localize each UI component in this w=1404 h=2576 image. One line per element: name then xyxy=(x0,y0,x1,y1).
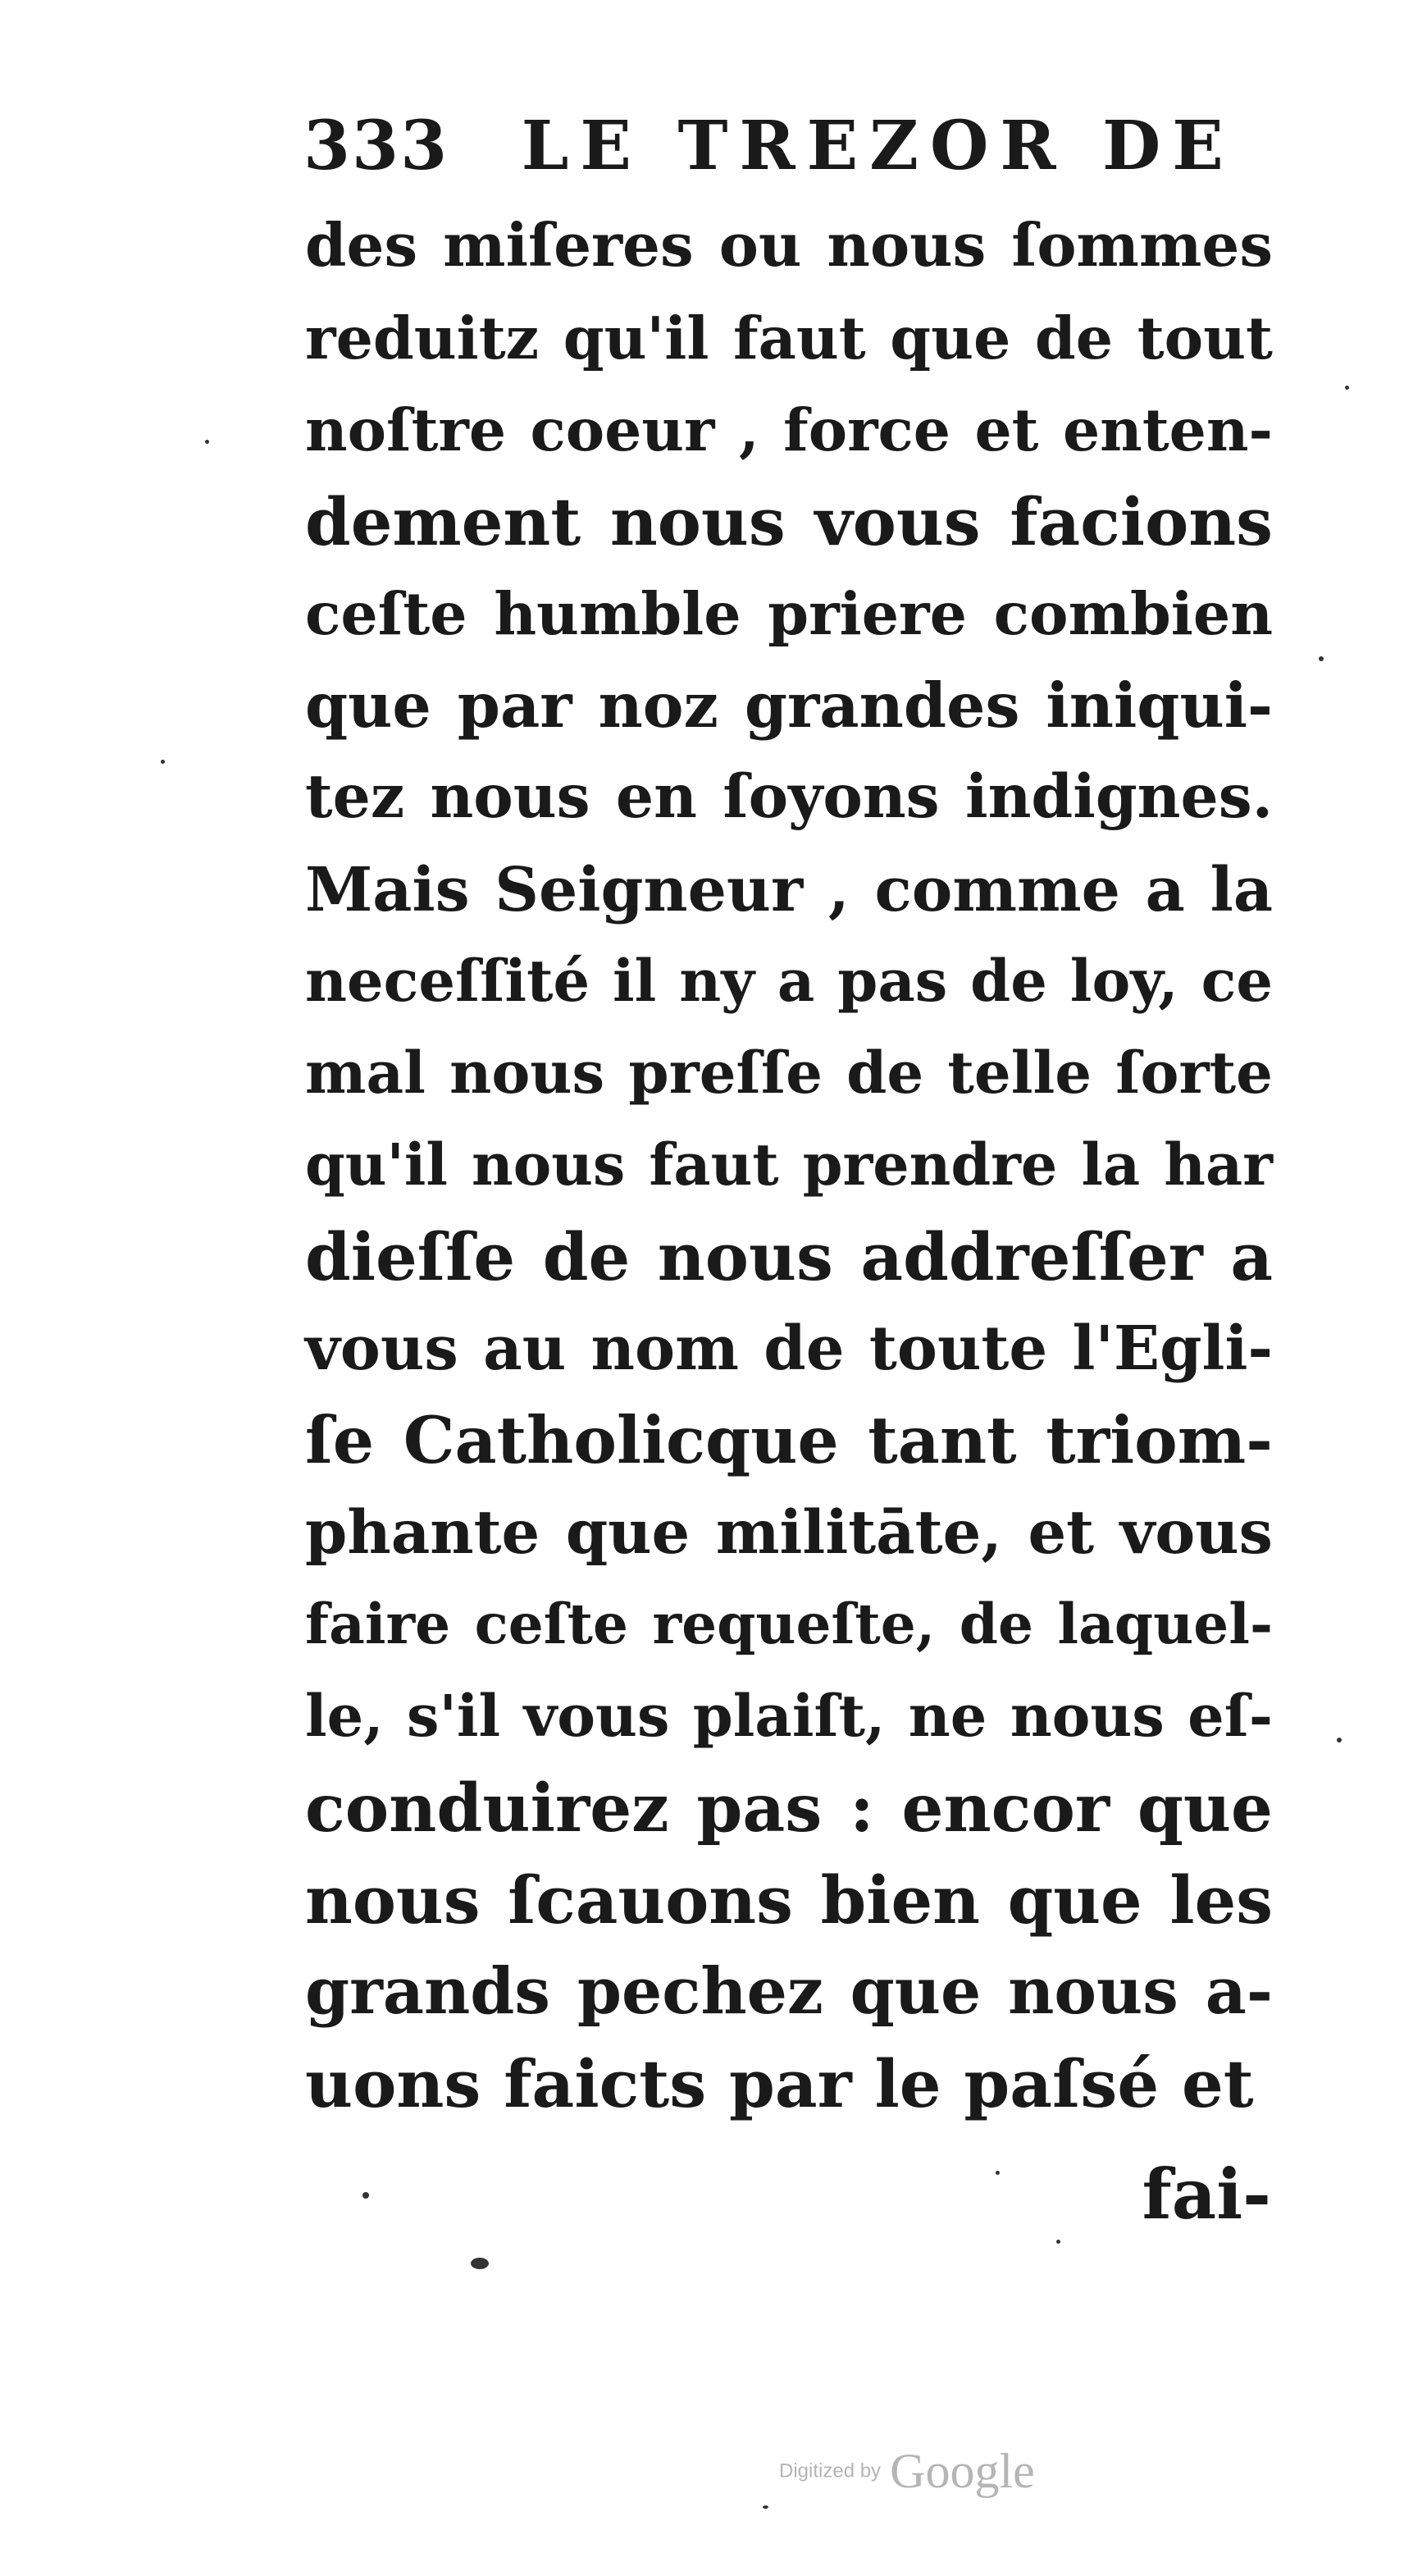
body-text xyxy=(305,200,1273,2130)
text-line: noſtre coeur , force et enten- xyxy=(305,395,1273,464)
ink-speck xyxy=(161,760,165,764)
google-logo: Google xyxy=(890,2444,1035,2498)
text-line: ceſte humble priere combien xyxy=(305,579,1273,648)
ink-speck xyxy=(205,440,209,444)
text-line: faire ceſte requeſte, de laquel- xyxy=(305,1592,1273,1656)
text-line: mal nous preſſe de telle ſorte xyxy=(305,1039,1273,1107)
ink-speck xyxy=(1056,2240,1060,2244)
text-line: dieſſe de nous addreſſer a xyxy=(305,1218,1273,1295)
ink-speck xyxy=(996,2171,1000,2175)
catchword: fai- xyxy=(1142,2154,1271,2235)
text-line: tez nous en ſoyons indignes. xyxy=(305,762,1273,832)
text-line: phante que militāte, et vous xyxy=(305,1497,1273,1568)
text-line: ſe Catholicque tant triom- xyxy=(305,1402,1273,1478)
text-line: des miſeres ou nous ſommes xyxy=(305,211,1273,281)
text-line: Mais Seigneur , comme a la xyxy=(305,853,1273,925)
text-line: uons faicts par le paſsé et xyxy=(305,2045,1254,2122)
ink-speck xyxy=(1337,1738,1342,1742)
page-number: 333 xyxy=(303,107,449,185)
watermark-prefix: Digitized by xyxy=(779,2460,882,2482)
ink-speck xyxy=(471,2258,489,2269)
running-head xyxy=(303,105,1235,187)
text-line: qu'il nous faut prendre la har xyxy=(305,1131,1273,1199)
text-line: reduitz qu'il faut que de tout xyxy=(305,304,1273,372)
ink-speck xyxy=(362,2192,369,2199)
ink-speck xyxy=(1319,656,1324,661)
text-line: grands pechez que nous a- xyxy=(305,1954,1273,2029)
ink-speck xyxy=(763,2505,768,2509)
running-title: LE TREZOR DE xyxy=(521,107,1235,185)
text-line: conduirez pas : encor que xyxy=(305,1770,1273,1847)
text-line: que par noz grandes iniqui- xyxy=(305,669,1273,742)
ink-speck xyxy=(1345,386,1349,390)
text-line: dement nous vous facions xyxy=(305,483,1273,560)
text-line: le, s'il vous plaiſt, ne nous eſ- xyxy=(305,1682,1273,1750)
text-line: vous au nom de toute l'Egli- xyxy=(305,1313,1273,1384)
text-line: neceſſité il ny a pas de loy, ce xyxy=(305,947,1273,1015)
text-line: nous ſcauons bien que les xyxy=(305,1861,1273,1939)
digitizer-watermark xyxy=(779,2443,1035,2509)
